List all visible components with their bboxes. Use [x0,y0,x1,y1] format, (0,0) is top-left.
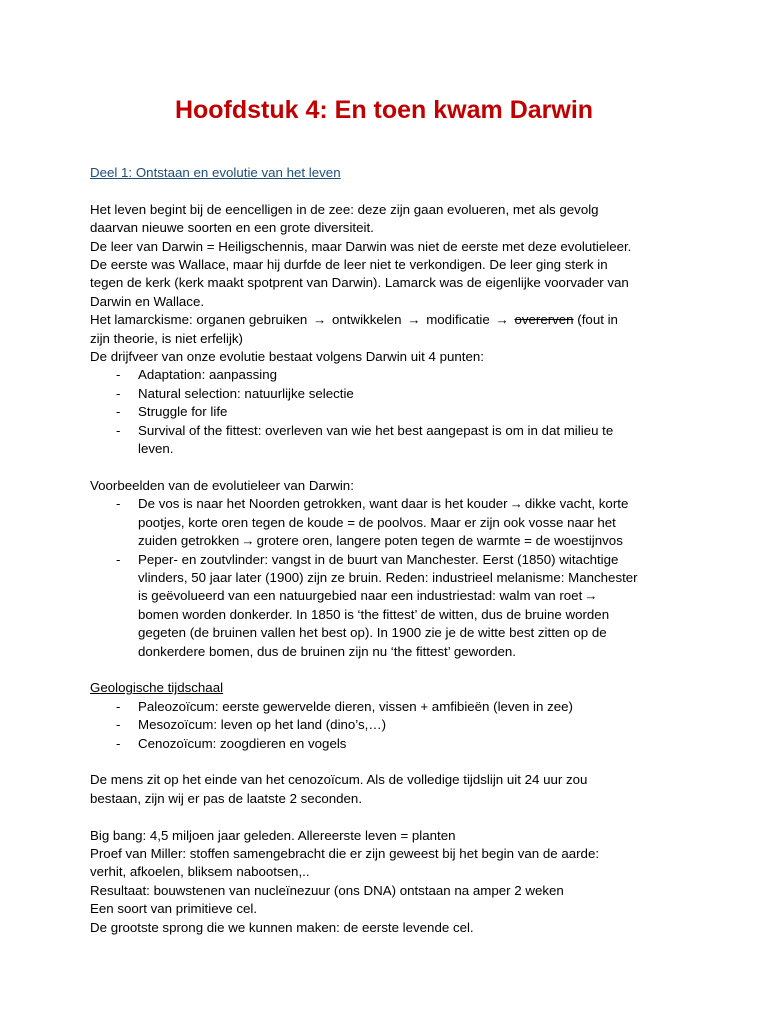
arrow-icon: → [241,533,255,549]
lamarck-line: zijn theorie, is niet erfelijk) [90,330,243,346]
list-item: - Adaptation: aanpassing [90,366,680,384]
paragraph-line: De drijfveer van onze evolutie bestaat volgens Darwin uit 4 punten: [90,349,484,365]
paragraph-line: De leer van Darwin = Heiligschennis, maar Darwin was niet de eerste met deze evolutieleer. [90,238,632,254]
document-body [90,164,680,937]
section-heading: Deel 1: Ontstaan en evolutie van het leven [90,165,341,180]
list-item-continued: pootjes, korte oren tegen de koude = de poolvos. Maar er zijn ook vosse naar het [138,514,616,530]
list-item: - Mesozoïcum: leven op het land (dino’s,…) [90,716,680,734]
bullet-dash: - [116,367,121,383]
lamarck-text: modificatie [426,312,490,328]
list-item: - Paleozoïcum: eerste gewervelde dieren, vissen + amfibieën (leven in zee) [90,698,680,716]
list-item-continued: is geëvolueerd van een natuurgebied naar een industriestad: walm van roet → [90,587,680,605]
page-title: Hoofdstuk 4: En toen kwam Darwin [174,96,594,124]
list-item-continued: bomen worden donkerder. In 1850 is ‘the fittest’ de witten, dus de bruine worden [138,606,610,622]
paragraph-line: bestaan, zijn wij er pas de laatste 2 seconden. [90,790,363,806]
paragraph-line: Een soort van primitieve cel. [90,901,258,917]
list-item: - Peper- en zoutvlinder: vangst in de buurt van Manchester. Eerst (1850) witachtige [90,551,680,569]
list-item-continued: leven. [138,441,174,457]
bullet-dash: - [116,717,121,733]
lamarck-text: Het lamarckisme: organen gebruiken [90,312,308,328]
lamarck-text: (fout in [577,312,618,328]
list-item-continued: gegeten (de bruinen vallen het best op). In 1900 zie je de witte best zitten op de [138,625,607,641]
paragraph-line: De eerste was Wallace, maar hij durfde de leer niet te verkondigen. De leer ging sterk in [90,257,608,273]
bullet-dash: - [116,404,121,420]
list-item: - Struggle for life [90,403,680,421]
arrow-icon: → [313,312,327,328]
arrow-icon: → [407,312,421,328]
paragraph-heading: Voorbeelden van de evolutieleer van Darwin: [90,477,354,493]
paragraph-line: Big bang: 4,5 miljoen jaar geleden. Allereerste leven = planten [90,827,456,843]
bullet-dash: - [116,385,121,401]
bullet-dash: - [116,551,121,567]
paragraph-line: verhit, afkoelen, bliksem nabootsen,.. [90,864,310,880]
paragraph-line: Darwin en Wallace. [90,293,205,309]
bullet-dash: - [116,735,121,751]
bullet-dash: - [116,496,121,512]
lamarck-line [90,311,680,329]
paragraph-line: daarvan nieuwe soorten en een grote diversiteit. [90,220,374,236]
list-item: - Cenozoïcum: zoogdieren en vogels [90,735,680,753]
list-item-continued: vlinders, 50 jaar later (1900) zijn ze bruin. Reden: industrieel melanisme: Manchester [138,569,638,585]
struck-text: overerven [514,312,574,328]
arrow-icon: → [584,588,598,604]
list-item-continued: donkerdere bomen, dus de bruinen zijn nu ‘the fittest’ geworden. [138,643,516,659]
bullet-dash: - [116,698,121,714]
arrow-icon: → [509,496,523,512]
paragraph-line: tegen de kerk (kerk maakt spotprent van Darwin). Lamarck was de eigenlijke voorvader van [90,275,629,291]
paragraph-line: De grootste sprong die we kunnen maken: de eerste levende cel. [90,919,474,935]
arrow-icon: → [495,312,509,328]
paragraph-line: Resultaat: bouwstenen van nucleïnezuur (ons DNA) ontstaan na amper 2 weken [90,882,564,898]
list-item: - Natural selection: natuurlijke selectie [90,385,680,403]
list-item: - De vos is naar het Noorden getrokken, want daar is het kouder → dikke vacht, korte [90,495,680,513]
bullet-dash: - [116,422,121,438]
paragraph-line: Proef van Miller: stoffen samengebracht die er zijn geweest bij het begin van de aarde: [90,845,600,861]
section-heading: Geologische tijdschaal [90,680,224,696]
paragraph-line: De mens zit op het einde van het cenozoïcum. Als de volledige tijdslijn uit 24 uur zou [90,772,588,788]
paragraph-line: Het leven begint bij de eencelligen in de zee: deze zijn gaan evolueren, met als gevolg [90,201,599,217]
list-item-continued: zuiden getrokken → grotere oren, langere poten tegen de warmte = de woestijnvos [90,532,680,550]
list-item: - Survival of the fittest: overleven van wie het best aangepast is om in dat milieu te [90,422,680,440]
lamarck-text: ontwikkelen [332,312,402,328]
